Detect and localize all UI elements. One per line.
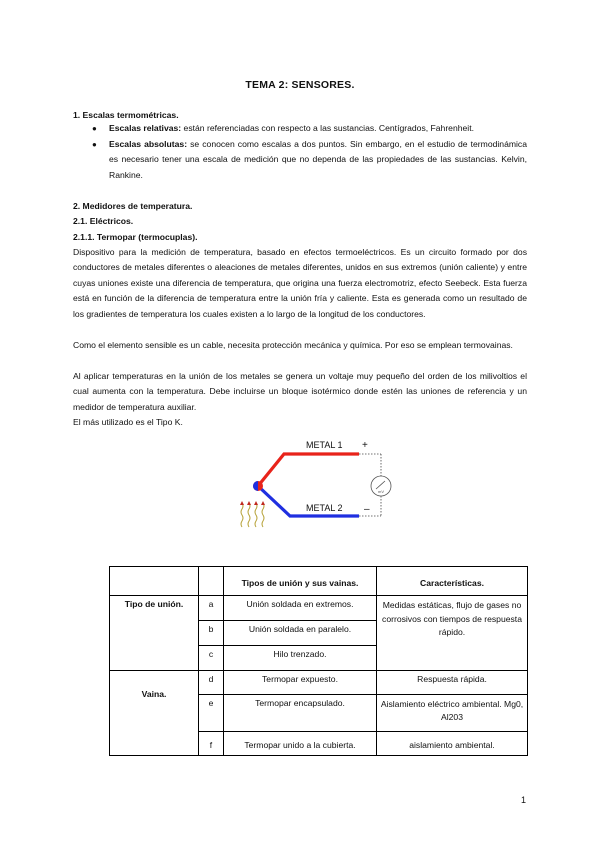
meter-unit: mV: [378, 489, 384, 494]
thermocouple-types-table: [109, 566, 528, 756]
paragraph-thermocouple: Dispositivo para la medición de temperatura, basado en efectos termoeléctricos. Es un circuito formado por dos conductores de metales diferentes o aleaciones de metales diferentes, unidos en sus extremos (unión caliente) y entre cuyas uniones existe una diferencia de temperatura, que origina una fuerza electromotriz, efecto Seebeck. Esta fuerza está en función de la diferencia de temperatura entre la unión fría y caliente. Esta es generada como un resultado de los gradientes de temperatura los cuales existen a lo largo de la longitud de los conductores.: [73, 247, 527, 319]
bullet-relative-scales: [109, 121, 527, 136]
row-letter: f: [199, 732, 224, 756]
row-desc: Unión soldada en paralelo.: [224, 621, 377, 646]
subsection-heading: 2.1. Eléctricos.: [73, 216, 134, 226]
bullet-text: están referenciadas con respecto a las sustancias. Centígrados, Fahrenheit.: [181, 123, 474, 133]
row-letter: a: [199, 596, 224, 621]
bullet-dot: ●: [92, 140, 97, 149]
minus-sign: –: [364, 504, 370, 515]
row-desc: Hilo trenzado.: [224, 646, 377, 671]
row-desc: Unión soldada en extremos.: [224, 596, 377, 621]
row-characteristic: aislamiento ambiental.: [377, 732, 528, 756]
row-desc: Termopar encapsulado.: [224, 695, 377, 732]
row-letter: b: [199, 621, 224, 646]
row-characteristic: Respuesta rápida.: [377, 671, 528, 695]
plus-sign: +: [362, 440, 368, 451]
section-2-heading: 2. Medidores de temperatura.: [73, 201, 193, 211]
group-label-union: Tipo de unión.: [110, 596, 199, 671]
subsubsection-heading: 2.1.1. Termopar (termocuplas).: [73, 232, 198, 242]
bullet-absolute-scales: [109, 137, 527, 183]
table-row: [110, 671, 528, 695]
union-characteristics: Medidas estáticas, flujo de gases no corrosivos con tiempos de respuesta rápido.: [377, 596, 528, 671]
bullet-dot: ●: [92, 124, 97, 133]
bullet-term: Escalas relativas:: [109, 123, 182, 133]
table-row: [110, 596, 528, 621]
row-letter: c: [199, 646, 224, 671]
metal-1-label: METAL 1: [306, 440, 343, 450]
table-header-cell: Características.: [377, 567, 528, 596]
table-header-cell: Tipos de unión y sus vainas.: [224, 567, 377, 596]
metal-1-wire: [258, 454, 359, 486]
row-characteristic: Aislamiento eléctrico ambiental. Mg0, Al203: [377, 695, 528, 732]
section-1-heading: 1. Escalas termométricas.: [73, 110, 179, 120]
row-letter: e: [199, 695, 224, 732]
group-label-vaina: Vaina.: [110, 671, 199, 756]
page-title: TEMA 2: SENSORES.: [245, 79, 355, 91]
paragraph-protection: Como el elemento sensible es un cable, necesita protección mecánica y química. Por eso se emplean termovainas.: [73, 340, 513, 350]
table-header-row: [110, 567, 528, 596]
heat-arrows: [240, 501, 265, 505]
row-letter: d: [199, 671, 224, 695]
paragraph-voltage: Al aplicar temperaturas en la unión de los metales se genera un voltaje muy pequeño del orden de los milivoltios el cual aumenta con la temperatura. Debe incluirse un bloque isotérmico donde estén las uniones de referencia y un medidor de temperatura auxiliar.: [73, 371, 527, 412]
row-desc: Termopar expuesto.: [224, 671, 377, 695]
metal-2-label: METAL 2: [306, 503, 343, 513]
bullet-term: Escalas absolutas:: [109, 139, 188, 149]
table-cell: [110, 567, 199, 596]
heat-flame-icon: [241, 503, 264, 527]
row-desc: Termopar unido a la cubierta.: [224, 732, 377, 756]
thermocouple-diagram: [236, 432, 396, 532]
paragraph-type-k: El más utilizado es el Tipo K.: [73, 417, 183, 427]
bullet-text: se conocen como escalas a dos puntos. Sin embargo, en el estudio de termodinámica es necesario tener una escala de medición que no dependa de las propiedades de las sustancias. Kelvin, Rankine.: [109, 139, 527, 180]
page-number: 1: [521, 795, 527, 805]
table-cell: [199, 567, 224, 596]
